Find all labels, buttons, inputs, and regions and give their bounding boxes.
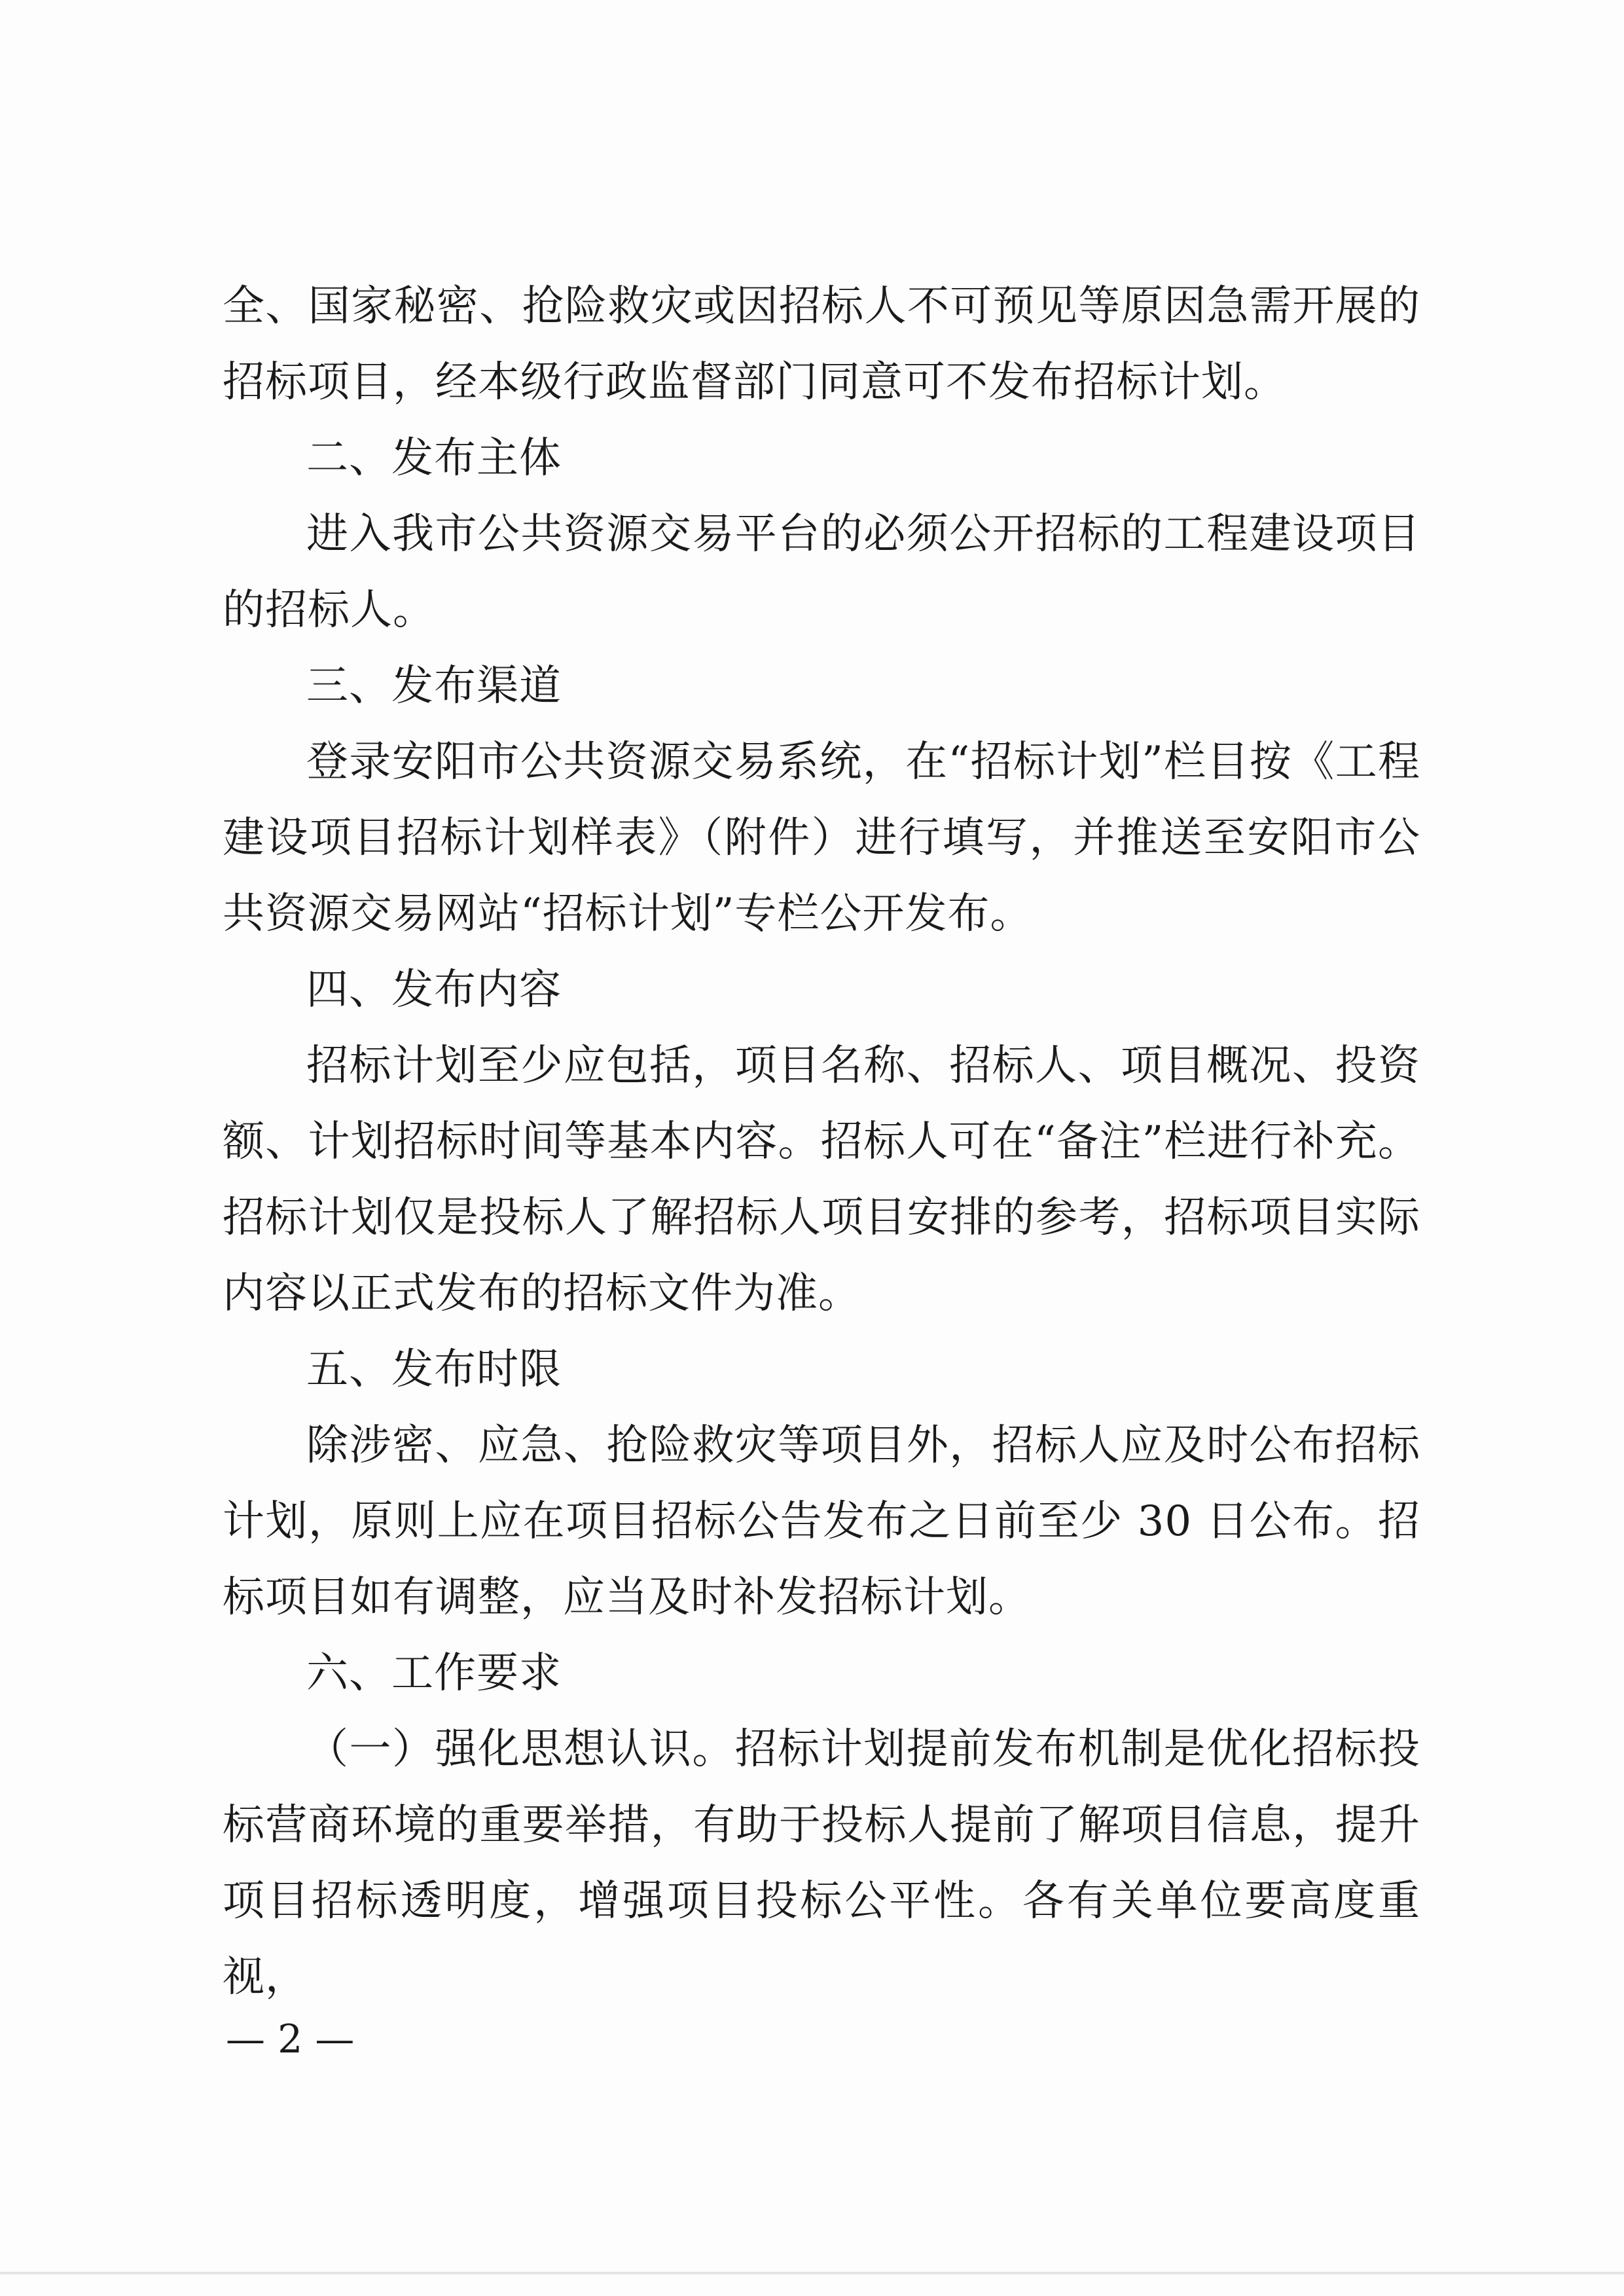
scan-edge-divider (0, 2272, 1624, 2274)
section-heading-channel: 三、发布渠道 (306, 662, 562, 710)
paragraph-content: 招标计划至少应包括，项目名称、招标人、项目概况、投资额、计划招标时间等基本内容。招标人可在“备注”栏进行补充。招标计划仅是投标人了解招标人项目安排的参考，招标项目实际内容以正式发布的招标文件为准。 (223, 1042, 1420, 1318)
section-heading-requirements: 六、工作要求 (306, 1649, 562, 1698)
paragraph-requirements: （一）强化思想认识。招标计划提前发布机制是优化招标投标营商环境的重要举措，有助于投标人提前了解项目信息，提升项目招标透明度，增强项目投标公平性。各有关单位要高度重视， (223, 1725, 1420, 2001)
section-heading-time-limit: 五、发布时限 (306, 1345, 562, 1394)
section-heading-publisher: 二、发布主体 (306, 434, 562, 483)
paragraph-publisher: 进入我市公共资源交易平台的必须公开招标的工程建设项目的招标人。 (223, 510, 1420, 634)
paragraph-time-limit: 除涉密、应急、抢险救灾等项目外，招标人应及时公布招标计划，原则上应在项目招标公告发布之日前至少 30 日公布。招标项目如有调整，应当及时补发招标计划。 (223, 1421, 1420, 1622)
page-number: — 2 — (226, 2016, 355, 2062)
paragraph-continuation: 全、国家秘密、抢险救灾或因招标人不可预见等原因急需开展的招标项目，经本级行政监督部门同意可不发布招标计划。 (223, 282, 1420, 407)
paragraph-channel: 登录安阳市公共资源交易系统，在“招标计划”栏目按《工程建设项目招标计划样表》（附件）进行填写，并推送至安阳市公共资源交易网站“招标计划”专栏公开发布。 (223, 738, 1420, 938)
document-body (223, 268, 1420, 2015)
section-heading-content: 四、发布内容 (306, 966, 562, 1014)
